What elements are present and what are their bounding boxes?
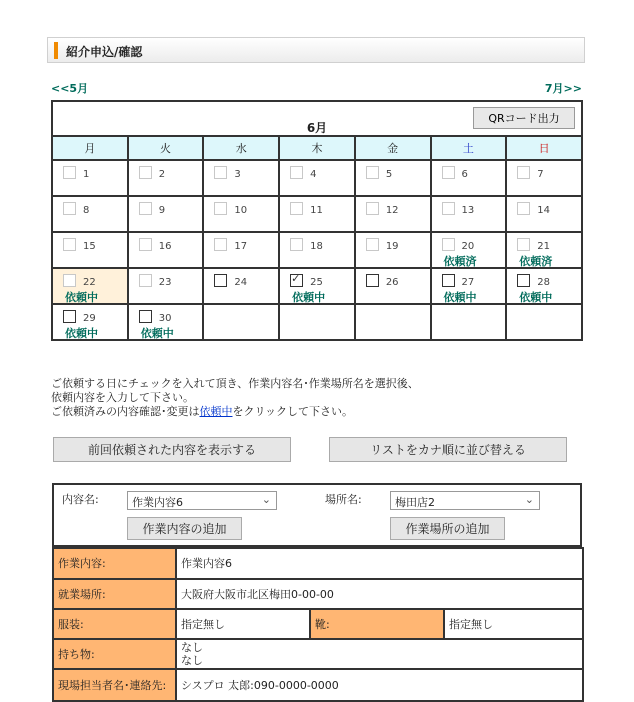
day-number: 28 <box>537 277 550 288</box>
day-checkbox <box>366 202 379 215</box>
day-checkbox <box>63 238 76 251</box>
weekday-header: 木 <box>279 136 355 160</box>
day-checkbox <box>63 202 76 215</box>
location-label: 場所名: <box>325 493 362 506</box>
day-number: 17 <box>234 241 248 252</box>
calendar-header <box>52 101 582 136</box>
day-number: 5 <box>385 169 393 180</box>
day-number: 27 <box>461 277 475 288</box>
weekday-header: 日 <box>506 136 582 160</box>
details-table <box>52 547 584 702</box>
work-content-label: 作業内容: <box>53 548 176 579</box>
calendar-week <box>52 160 582 196</box>
day-number: 16 <box>158 241 172 252</box>
day-number: 2 <box>158 169 166 180</box>
content-label: 内容名: <box>62 493 99 506</box>
day-number: 22 <box>83 277 96 288</box>
add-location-button[interactable]: 作業場所の追加 <box>390 517 505 540</box>
calendar-empty-cell <box>279 304 355 340</box>
day-number: 24 <box>234 277 248 288</box>
day-checkbox[interactable] <box>366 274 379 287</box>
weekday-header: 火 <box>128 136 204 160</box>
weekday-row <box>52 136 582 160</box>
day-number: 10 <box>234 205 248 216</box>
calendar-empty-cell <box>431 304 507 340</box>
day-checkbox <box>63 274 76 287</box>
instruction-line: ご依頼済みの内容確認･変更は依頼中をクリックして下さい。 <box>51 405 354 418</box>
in-progress-link[interactable]: 依頼中 <box>199 405 233 418</box>
day-checkbox <box>290 166 303 179</box>
calendar-day <box>431 196 507 232</box>
calendar-day <box>128 160 204 196</box>
day-number: 9 <box>158 205 166 216</box>
day-status-link[interactable]: 依頼中 <box>292 291 326 304</box>
calendar-empty-cell <box>355 304 431 340</box>
calendar-day <box>279 196 355 232</box>
day-checkbox[interactable] <box>139 310 152 323</box>
day-number: 1 <box>83 169 90 180</box>
calendar-day <box>52 304 128 340</box>
calendar-day <box>355 232 431 268</box>
calendar-day <box>506 160 582 196</box>
day-checkbox <box>139 202 152 215</box>
day-checkbox <box>442 238 455 251</box>
calendar-day <box>52 268 128 304</box>
calendar-day <box>506 232 582 268</box>
belongings-label: 持ち物: <box>53 639 176 669</box>
day-number: 4 <box>310 169 317 180</box>
calendar-day <box>431 232 507 268</box>
day-checkbox[interactable] <box>442 274 455 287</box>
day-number: 15 <box>83 241 96 252</box>
section-title: 紹介申込/確認 <box>66 45 143 59</box>
day-checkbox[interactable] <box>290 274 303 287</box>
work-place-label: 就業場所: <box>53 579 176 609</box>
clothing-label: 服装: <box>53 609 176 639</box>
chevron-down-icon: ⌄ <box>261 493 271 506</box>
weekday-header: 月 <box>52 136 128 160</box>
day-status-link[interactable]: 依頼中 <box>519 291 553 304</box>
day-checkbox <box>517 202 530 215</box>
day-checkbox <box>139 238 152 251</box>
next-month-link[interactable]: 7月>> <box>544 82 582 95</box>
content-select[interactable]: 作業内容6 ⌄ <box>127 491 277 510</box>
day-number: 26 <box>385 277 399 288</box>
day-status-link[interactable]: 依頼中 <box>65 291 98 304</box>
weekday-header: 水 <box>203 136 279 160</box>
day-checkbox <box>139 166 152 179</box>
calendar-week <box>52 304 582 340</box>
instructions <box>51 377 419 419</box>
day-checkbox[interactable] <box>214 274 227 287</box>
calendar-day <box>431 268 507 304</box>
qr-code-button[interactable]: QRコード出力 <box>473 107 575 129</box>
chevron-down-icon: ⌄ <box>524 493 534 506</box>
day-number: 29 <box>83 313 96 324</box>
day-checkbox[interactable] <box>517 274 530 287</box>
work-place-value: 大阪府大阪市北区梅田0-00-00 <box>176 579 583 609</box>
day-checkbox[interactable] <box>63 310 76 323</box>
day-number: 30 <box>158 313 172 324</box>
calendar-day <box>355 160 431 196</box>
day-status-link[interactable]: 依頼中 <box>65 327 98 340</box>
day-number: 8 <box>83 205 90 216</box>
calendar-day <box>506 196 582 232</box>
day-checkbox <box>214 166 227 179</box>
day-number: 21 <box>537 241 550 252</box>
shoes-label: 靴: <box>310 609 444 639</box>
sort-kana-button[interactable]: リストをカナ順に並び替える <box>329 437 567 462</box>
day-status-link[interactable]: 依頼中 <box>443 291 477 304</box>
accent-bar <box>54 42 58 59</box>
calendar-day <box>203 232 279 268</box>
calendar-day <box>355 268 431 304</box>
contact-value: シスプロ 太郎:090-0000-0000 <box>176 669 583 701</box>
day-checkbox <box>517 238 530 251</box>
day-checkbox <box>442 166 455 179</box>
day-checkbox <box>214 202 227 215</box>
calendar-day <box>128 268 204 304</box>
day-number: 11 <box>310 205 323 216</box>
calendar <box>51 100 583 341</box>
day-checkbox <box>517 166 530 179</box>
day-checkbox <box>290 202 303 215</box>
day-checkbox <box>442 202 455 215</box>
day-status-link[interactable]: 依頼済 <box>519 255 553 268</box>
calendar-day <box>52 196 128 232</box>
calendar-day <box>203 196 279 232</box>
calendar-day <box>506 268 582 304</box>
calendar-empty-cell <box>203 304 279 340</box>
calendar-week <box>52 268 582 304</box>
calendar-week <box>52 196 582 232</box>
calendar-day <box>279 268 355 304</box>
day-number: 12 <box>385 205 399 216</box>
calendar-day <box>52 232 128 268</box>
calendar-empty-cell <box>506 304 582 340</box>
day-number: 13 <box>461 205 475 216</box>
day-number: 20 <box>461 241 475 252</box>
calendar-day <box>203 268 279 304</box>
clothing-value: 指定無し <box>176 609 310 639</box>
calendar-week <box>52 232 582 268</box>
day-number: 18 <box>310 241 323 252</box>
day-number: 14 <box>537 205 550 216</box>
day-number: 3 <box>234 169 241 180</box>
prev-month-link[interactable]: <<5月 <box>51 82 89 95</box>
calendar-day <box>128 232 204 268</box>
calendar-day <box>279 160 355 196</box>
instruction-line: 依頼内容を入力して下さい。 <box>51 391 194 404</box>
section-header <box>47 37 585 63</box>
day-number: 25 <box>310 277 323 288</box>
selection-form <box>52 483 582 547</box>
calendar-day <box>279 232 355 268</box>
month-title: 6月 <box>306 121 328 135</box>
day-status-link[interactable]: 依頼中 <box>140 327 174 340</box>
day-checkbox <box>366 166 379 179</box>
weekday-header: 土 <box>431 136 507 160</box>
day-checkbox <box>290 238 303 251</box>
show-previous-button[interactable]: 前回依頼された内容を表示する <box>53 437 291 462</box>
calendar-day <box>355 196 431 232</box>
day-status-link[interactable]: 依頼済 <box>443 255 477 268</box>
day-checkbox <box>139 274 152 287</box>
day-checkbox <box>63 166 76 179</box>
calendar-day <box>128 196 204 232</box>
shoes-value: 指定無し <box>444 609 583 639</box>
day-number: 23 <box>158 277 172 288</box>
calendar-day <box>128 304 204 340</box>
calendar-day <box>52 160 128 196</box>
location-select[interactable]: 梅田店2 ⌄ <box>390 491 540 510</box>
day-number: 6 <box>461 169 468 180</box>
weekday-header: 金 <box>355 136 431 160</box>
instruction-line: ご依頼する日にチェックを入れて頂き、作業内容名･作業場所名を選択後、 <box>51 377 419 390</box>
calendar-day <box>203 160 279 196</box>
day-number: 7 <box>537 169 544 180</box>
calendar-day <box>431 160 507 196</box>
day-number: 19 <box>385 241 399 252</box>
contact-label: 現場担当者名･連絡先: <box>53 669 176 701</box>
add-content-button[interactable]: 作業内容の追加 <box>127 517 242 540</box>
belongings-value: なし なし <box>176 639 583 669</box>
work-content-value: 作業内容6 <box>176 548 583 579</box>
day-checkbox <box>366 238 379 251</box>
day-checkbox <box>214 238 227 251</box>
